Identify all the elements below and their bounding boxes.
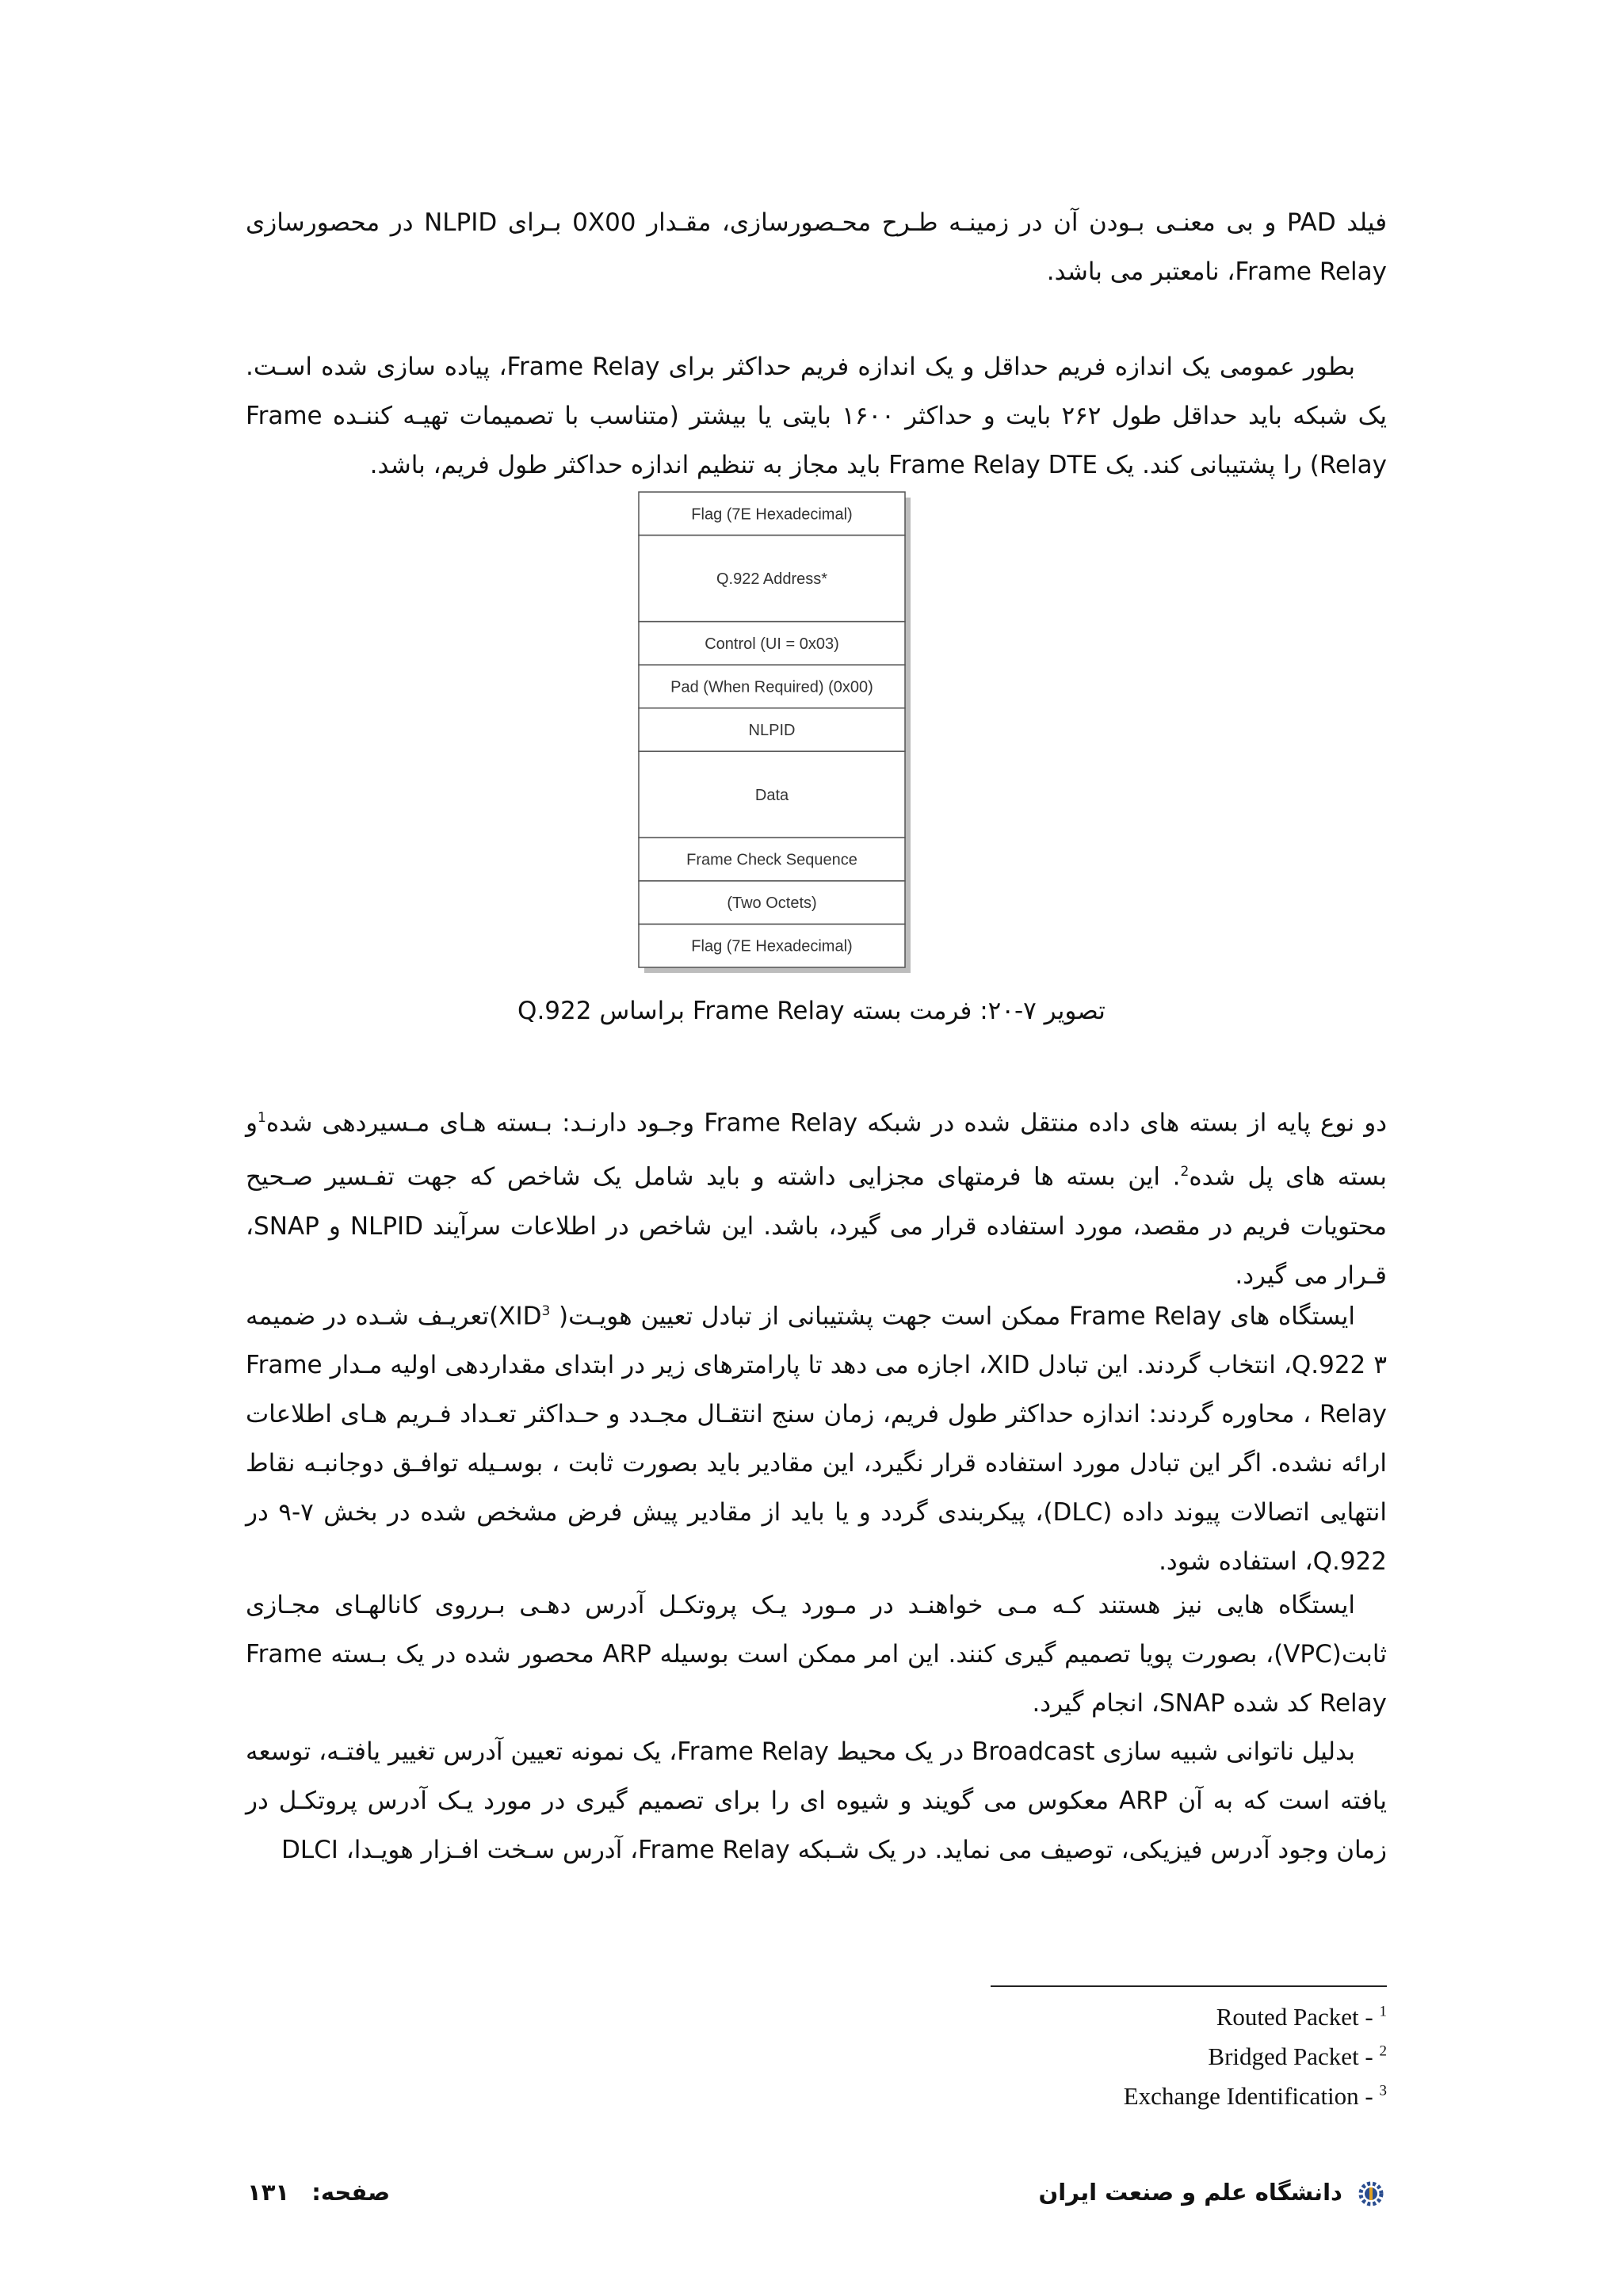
footnote-3	[1124, 2082, 1387, 2111]
diagram-field-label: NLPID	[748, 722, 796, 739]
diagram-field-label: Flag (7E Hexadecimal)	[691, 937, 853, 955]
footnote-3-mark: 3	[1379, 2082, 1387, 2100]
paragraph-3-part-2: و بسته های پل شده	[246, 1108, 1387, 1192]
paragraph-5: ایستگاه هایی نیز هستند کـه مـی خواهنـد در مـورد یـک پروتکـل آدرس دهـی بـرروی کانالهـای مجـازی ثابت(VPC)، بصورت پویا تصمیم گیری کنند. این امر ممکن است بوسیله ARP محصور شده در یک بـسته Frame Relay کد شده SNAP، انجام گیرد.	[246, 1591, 1387, 1718]
university-logo-icon	[1357, 2180, 1385, 2208]
paragraph-6: بدلیل ناتوانی شبیه سازی Broadcast در یک محیط Frame Relay، یک نمونه تعیین آدرس تغییر یافتـه، توسعه یافته است که به آن ARP معکوس می گویند و شیوه ای را برای تصمیم گیری در مورد یـک آدرس پروتکـل در زمان وجود آدرس فیزیکی، توصیف می نماید. در یک شـبکه Frame Relay، آدرس سـخت افـزار هویـدا، DLCI	[246, 1737, 1388, 1864]
footer-university	[1039, 2179, 1386, 2208]
paragraph-1: فیلد PAD و بی معنـی بـودن آن در زمینـه طـرح محـصورسازی، مقـدار 0X00 بـرای NLPID در محصورسازی Frame Relay، نامعتبر می باشد.	[246, 208, 1388, 286]
footnote-mark-3: 3	[541, 1303, 551, 1319]
footnote-mark-1: 1	[257, 1110, 266, 1126]
paragraph-3	[246, 1093, 1387, 1300]
footnote-1-mark: 1	[1379, 2003, 1387, 2020]
footnote-2-mark: 2	[1379, 2042, 1387, 2060]
footnote-3-text: Exchange Identification -	[1123, 2082, 1380, 2110]
diagram-field-label: Flag (7E Hexadecimal)	[691, 505, 853, 524]
diagram-field-label: Data	[754, 786, 789, 804]
figure-caption: تصویر ۷-۲۰: فرمت بسته Frame Relay براساس Q.922	[517, 997, 1106, 1025]
paragraph-3-part-3: . این بسته ها فرمتهای مجزایی داشته و باید شامل یک شاخص که جهت تفـسیر صـحیح محتویات فریم در مقصد، مورد استفاده قرار می گیرد، باشد. این شاخص در اطلاعات سرآیند NLPID و SNAP، قـرار می گیرد.	[246, 1162, 1387, 1290]
footer-page	[247, 2179, 390, 2206]
footnote-mark-2: 2	[1180, 1164, 1190, 1180]
footnote-1	[1216, 2003, 1387, 2031]
paragraph-4-part-2: )تعریـف شـده در ضمیمه ۳ Q.922، انتخاب گردند. این تبادل XID، اجازه می دهد تا پارامترهای زیر در ابتدای مقداردهی اولیه مـدار Frame Relay ، محاوره گردند: اندازه حداکثر طول فریم، زمان سنج انتقـال مجـدد و حـداکثر تعـداد فـریم هـای اطلاعات ارائه نشده. اگر این تبادل مورد استفاده قرار نگیرد، این مقادیر باید بصورت ثابت ، بوسـیله توافـق دوجانبـه نقاط انتهایی اتصالات پیوند داده (DLC)، پیکربندی گردد و یا باید از مقادیر پیش فرض مشخص شده در بخش ۷-۹ در Q.922، استفاده شود.	[246, 1302, 1387, 1577]
page-label: صفحه:	[311, 2179, 391, 2206]
footnote-1-text: Routed Packet -	[1216, 2003, 1380, 2031]
paragraph-4	[246, 1287, 1387, 1586]
diagram-field-label: Control (UI = 0x03)	[705, 635, 839, 653]
page-number: ۱۳۱	[247, 2179, 290, 2206]
diagram-field-label: Q.922 Address*	[716, 570, 828, 589]
paragraph-4-part-1: ایستگاه های Frame Relay ممکن است جهت پشتیبانی از تبادل تعیین هویـت( XID	[498, 1302, 1355, 1331]
paragraph-2: بطور عمومی یک اندازه فریم حداقل و یک اندازه فریم حداکثر برای Frame Relay، پیاده سازی شده اسـت. یک شبکه باید حداقل طول ۲۶۲ بایت و حداکثر ۱۶۰۰ بایتی یا بیشتر (متناسب با تصمیمات تهیـه کننـده Frame Relay) را پشتیبانی کند. یک Frame Relay DTE باید مجاز به تنظیم اندازه حداکثر طول فریم، باشد.	[246, 353, 1388, 479]
paragraph-3-part-1: دو نوع پایه از بسته های داده منتقل شده در شبکه Frame Relay وجـود دارنـد: بـسته هـای مـسیردهی شده	[265, 1108, 1388, 1138]
frame-format-diagram	[634, 487, 919, 978]
diagram-field-label: (Two Octets)	[727, 894, 817, 913]
footnote-2-text: Bridged Packet -	[1208, 2042, 1380, 2070]
footnote-2	[1208, 2042, 1387, 2071]
diagram-field-label: Pad (When Required) (0x00)	[670, 678, 873, 696]
footnote-rule	[991, 1985, 1387, 1987]
diagram-field-label: Frame Check Sequence	[686, 851, 857, 869]
university-name: دانشگاه علم و صنعت ایران	[1038, 2179, 1342, 2206]
